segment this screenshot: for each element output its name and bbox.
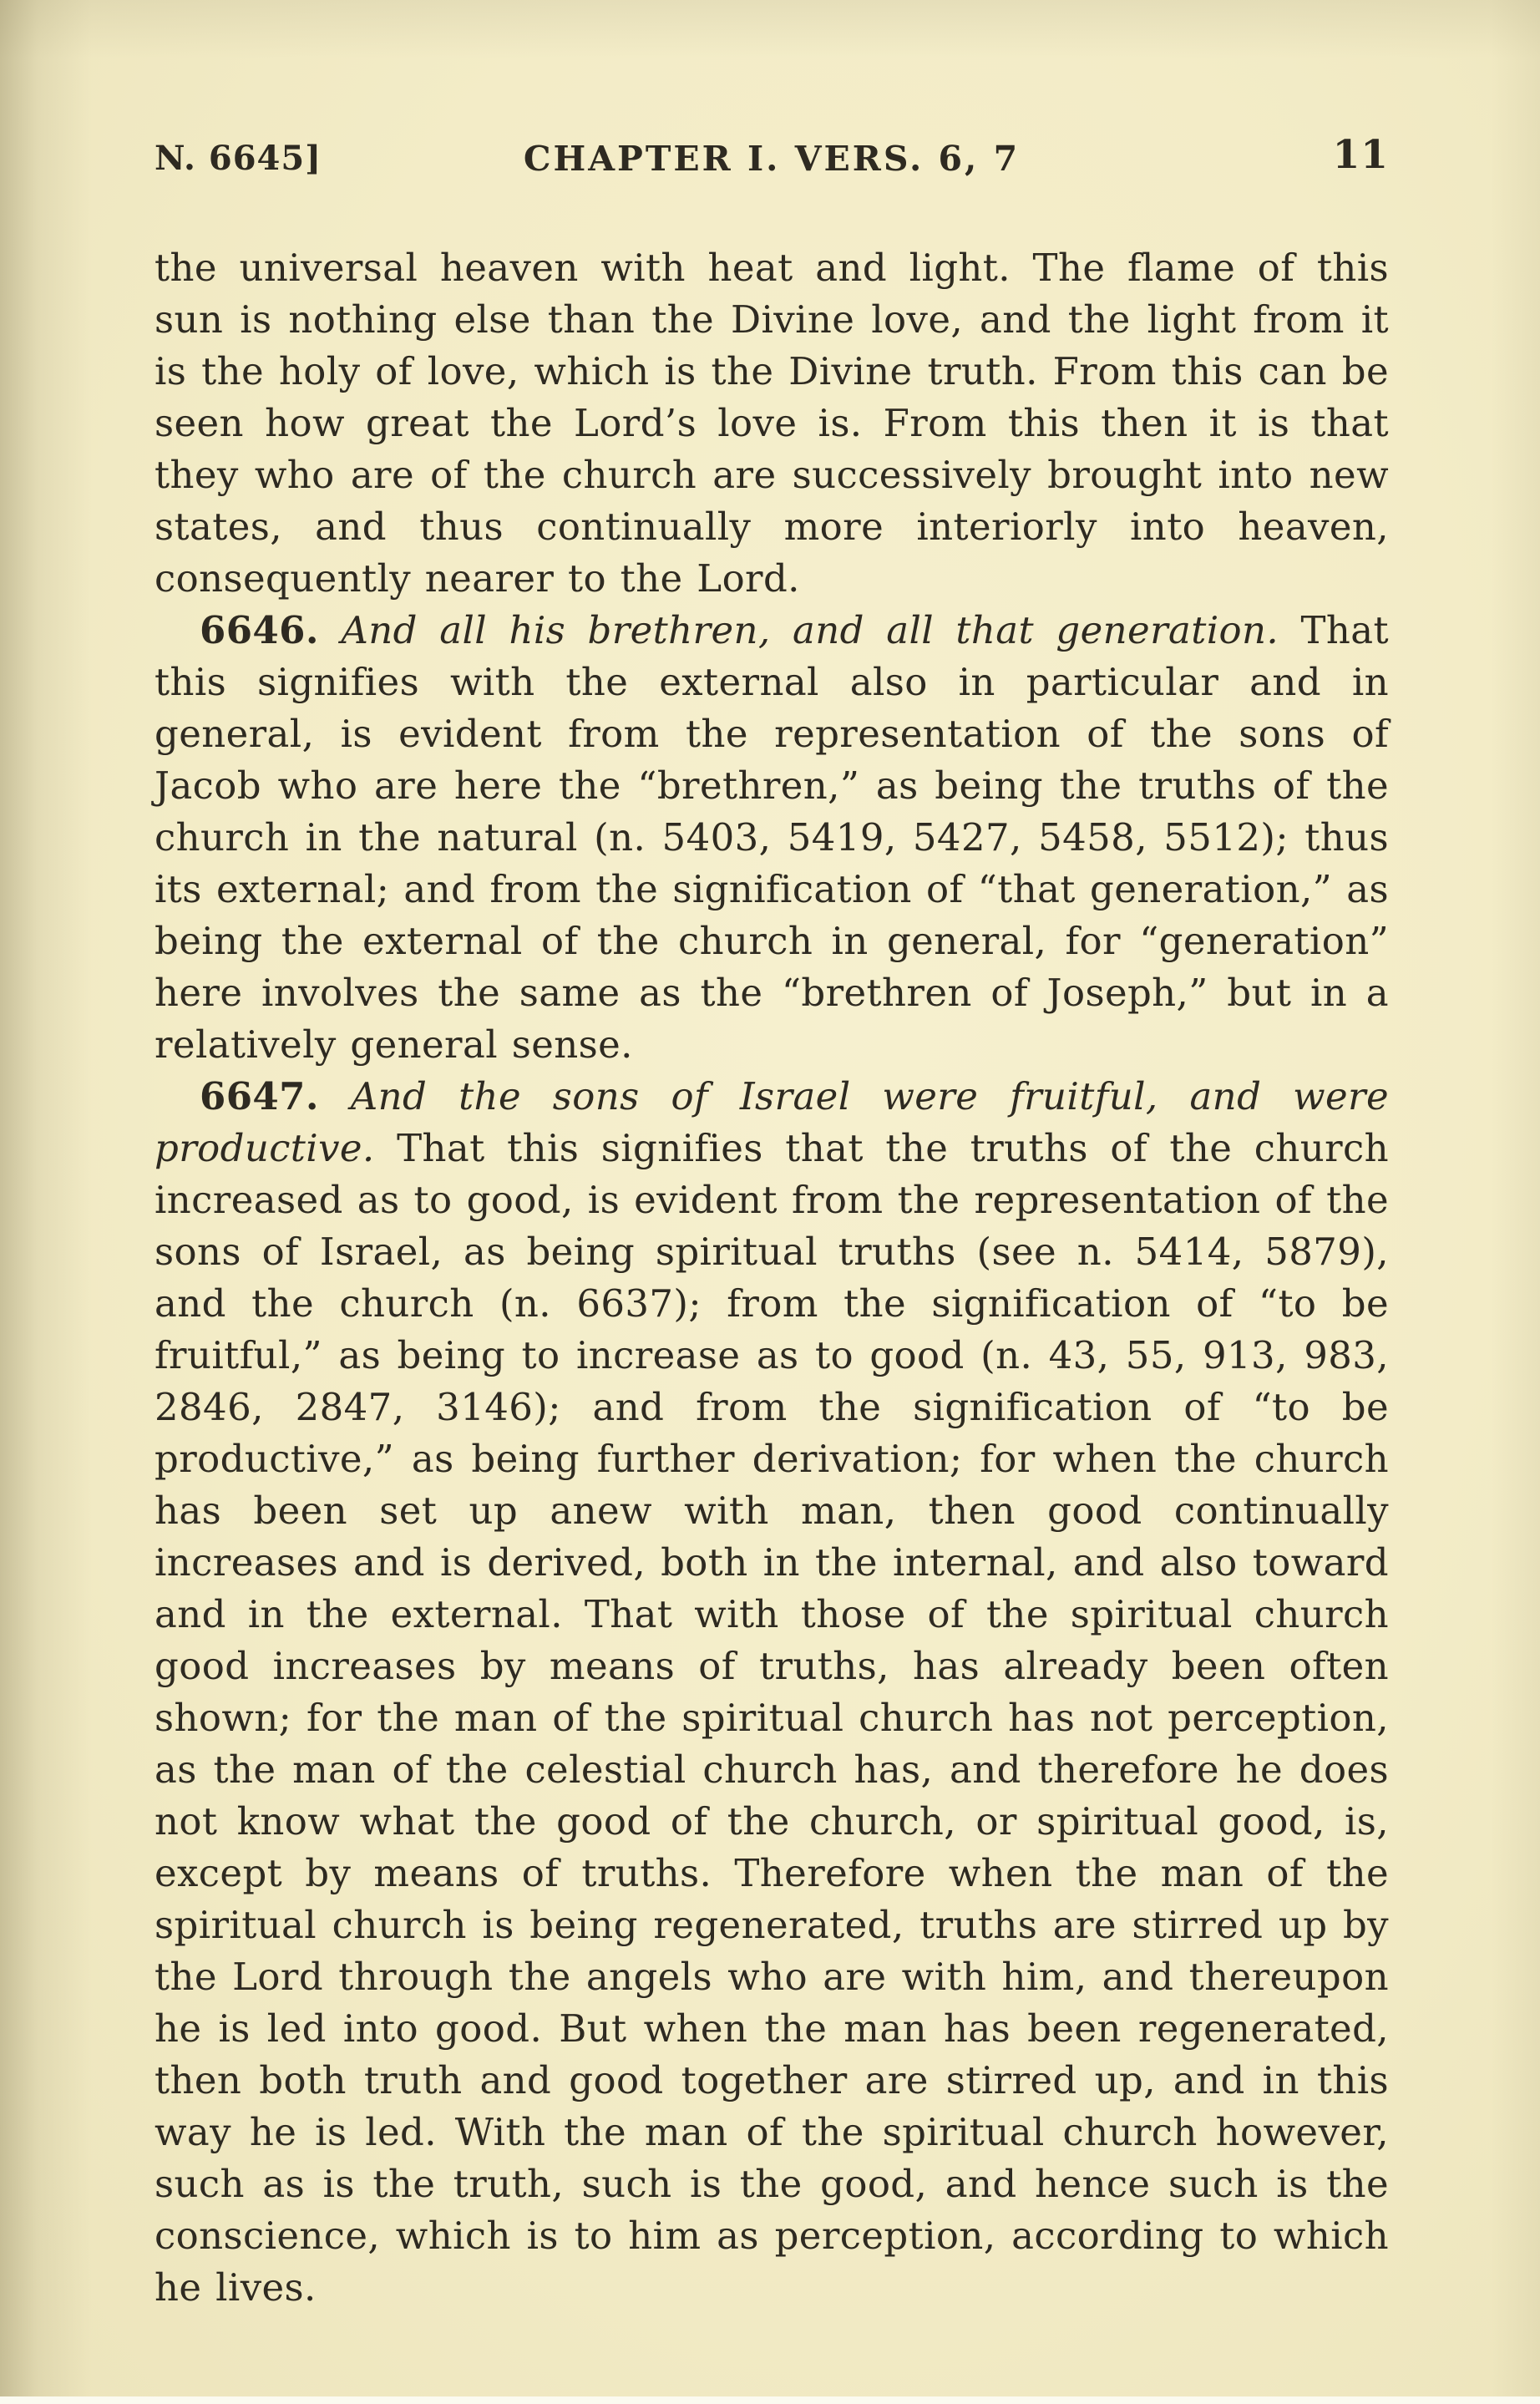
header-section-reference: N. 6645] [155,139,322,178]
paragraph-6646 [155,605,1389,1071]
paragraph-text: the universal heaven with heat and light. The flame of this sun is nothing else than the Divine love, and the light from it is the holy of love, which is the Divine truth. From this can be seen how great the Lord’s love is. From this then it is that they who are of the church are successively brought into new states, and thus continually more interiorly into heaven, consequently nearer to the Lord. [155,246,1389,601]
paragraph-6647 [155,1071,1389,2314]
header-chapter-title: CHAPTER I. VERS. 6, 7 [523,139,1021,179]
paragraph-continuation-6645 [155,242,1389,605]
verse-text-italic: And all his brethren, and all that generation. [318,608,1301,652]
paragraph-text: That this signifies with the external also in particular and in general, is evident from the representation of the sons of Jacob who are here the “brethren,” as being the truths of the church in the natural (n. 5403, 5419, 5427, 5458, 5512); thus its external; and from the signification of “that generation,” as being the external of the church in general, for “generation” here involves the same as the “brethren of Joseph,” but in a relatively general sense. [155,608,1389,1067]
verse-text-italic: And the sons of Israel were fruitful, and were productive. [155,1074,1389,1170]
paragraph-number: 6646. [200,608,319,652]
running-head [155,132,1389,184]
page-number: 11 [1332,132,1389,178]
body-text-block [155,242,1389,2314]
paragraph-number: 6647. [200,1074,319,1118]
paragraph-text: That this signifies that the truths of the church increased as to good, is evident from the representation of the sons of Israel, as being spiritual truths (see n. 5414, 5879), and the church (n. 6637); from the signification of “to be fruitful,” as being to increase as to good (n. 43, 55, 913, 983, 2846, 2847, 3146); and from the signification of “to be productive,” as being further derivation; for when the church has been set up anew with man, then good continually increases and is derived, both in the internal, and also toward and in the external. That with those of the spiritual church good increases by means of truths, has already been often shown; for the man of the spiritual church has not perception, as the man of the celestial church has, and therefore he does not know what the good of the church, or spiritual good, is, except by means of truths. Therefore when the man of the spiritual church is being regenerated, truths are stirred up by the Lord through the angels who are with him, and thereupon he is led into good. But when the man has been regenerated, then both truth and good together are stirred up, and in this way he is led. With the man of the spiritual church however, such as is the truth, such is the good, and hence such is the conscience, which is to him as perception, according to which he lives. [155,1126,1389,2310]
